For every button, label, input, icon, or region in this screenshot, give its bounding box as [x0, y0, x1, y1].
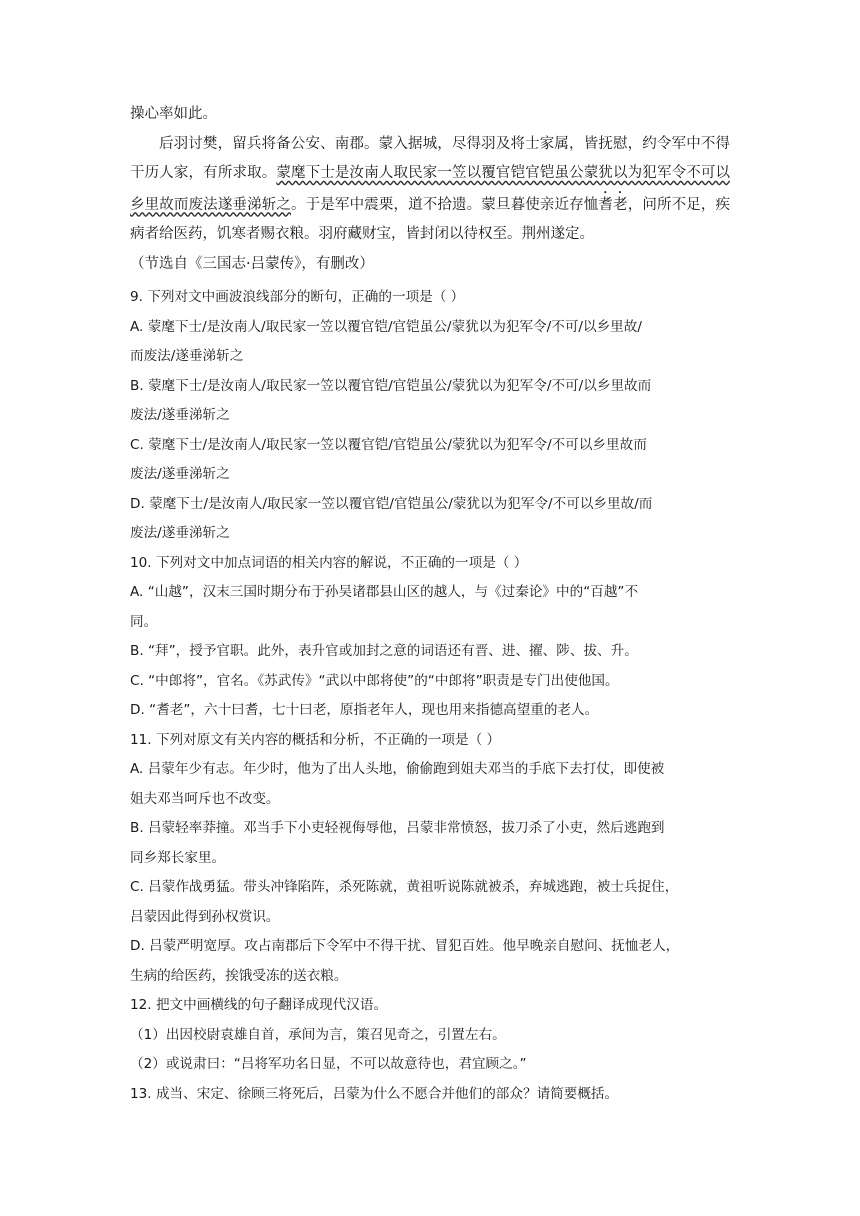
- dotted-word: 耆老: [598, 196, 628, 213]
- question-11-option-a-cont: 姐夫邓当呵斥也不改变。: [130, 790, 280, 807]
- question-12-sentence-1: （1）出因校尉袁雄自首，承间为言，策召见奇之，引置左右。: [130, 1026, 506, 1043]
- question-12-sentence-2: （2）或说肃曰：“吕将军功名日显，不可以故意待也，君宜顾之。”: [130, 1056, 527, 1072]
- question-9-option-b: B. 蒙麾下士/是汝南人/取民家一笠以覆官铠/官铠虽公/蒙犹以为犯军令/不可/以乡里故而: [130, 377, 652, 394]
- question-10-option-c: C. “中郎将”，官名。《苏武传》“武以中郎将使”的“中郎将”职责是专门出使他国。: [130, 672, 619, 689]
- question-11-option-d: D. 吕蒙严明宽厚。攻占南郡后下令军中不得干扰、冒犯百姓。他早晚亲自慰问、抚恤老人，: [130, 938, 680, 954]
- passage-text: 后羽讨樊，留兵将备公安、南郡。蒙入据城，尽得羽及将士家属，皆抚慰，约令军中不得干历人家，有所求取。: [130, 135, 730, 181]
- question-9-option-b-cont: 废法/遂垂涕斩之: [130, 407, 230, 423]
- passage-paragraph: [130, 130, 730, 250]
- passage-line: 操心率如此。: [130, 106, 217, 122]
- question-9-option-c-cont: 废法/遂垂涕斩之: [130, 466, 230, 482]
- question-9-option-d-cont: 废法/遂垂涕斩之: [130, 525, 230, 541]
- question-11-option-c-cont: 吕蒙因此得到孙权赏识。: [130, 908, 280, 925]
- question-11-option-c: C. 吕蒙作战勇猛。带头冲锋陷阵，杀死陈就，黄祖听说陈就被杀，弃城逃跑，被士兵捉住，: [130, 879, 679, 895]
- questions-section: [130, 283, 735, 1109]
- question-13-stem: 13. 成当、宋定、徐顾三将死后，吕蒙为什么不愿合并他们的部众？请简要概括。: [130, 1085, 619, 1102]
- question-10-option-a: A. “山越”，汉末三国时期分布于孙吴诸郡县山区的越人，与《过秦论》中的“百越”不: [130, 584, 639, 600]
- question-10-option-d: D. “耆老”，六十曰耆，七十曰老，原指老年人，现也用来指德高望重的老人。: [130, 702, 599, 718]
- classical-passage: [130, 100, 730, 279]
- question-10-stem: 10. 下列对文中加点词语的相关内容的解说，不正确的一项是（ ）: [130, 554, 528, 571]
- passage-text: 。于是军中震栗，道不拾遗。蒙旦暮使亲近存恤: [291, 196, 599, 213]
- passage-text: ，问所不足，疾病者给医药，饥寒者赐衣粮。羽府藏财宝，皆封闭以待权至。荆州遂定。: [130, 196, 731, 242]
- question-10-option-a-cont: 同。: [130, 613, 158, 630]
- question-11-option-b: B. 吕蒙轻率莽撞。邓当手下小吏轻视侮辱他，吕蒙非常愤怒，拔刀杀了小吏，然后逃跑到: [130, 820, 665, 836]
- question-11-option-d-cont: 生病的给医药，挨饿受冻的送衣粮。: [130, 967, 348, 984]
- wavy-underlined-sentence: 蒙麾下士是汝南人取民家一笠以覆官铠官铠虽公蒙犹以为犯军令不可以乡里故而废法遂垂涕斩之: [130, 165, 730, 213]
- question-9-option-d: D. 蒙麾下士/是汝南人/取民家一笠以覆官铠/官铠虽公/蒙犹以为犯军令/不可以乡里故/而: [130, 495, 653, 512]
- question-11-stem: 11. 下列对原文有关内容的概括和分析，不正确的一项是（ ）: [130, 731, 501, 748]
- question-11-option-a: A. 吕蒙年少有志。年少时，他为了出人头地，偷偷跑到姐夫邓当的手底下去打仗，即使被: [130, 761, 665, 777]
- passage-source: （节选自《三国志·吕蒙传》，有删改）: [130, 255, 374, 272]
- question-12-stem: 12. 把文中画横线的句子翻译成现代汉语。: [130, 997, 388, 1013]
- question-11-option-b-cont: 同乡郑长家里。: [130, 849, 226, 866]
- question-9-option-a: A. 蒙麾下士/是汝南人/取民家一笠以覆官铠/官铠虽公/蒙犹以为犯军令/不可/以乡里故/: [130, 318, 642, 335]
- question-9-option-c: C. 蒙麾下士/是汝南人/取民家一笠以覆官铠/官铠虽公/蒙犹以为犯军令/不可以乡里故而: [130, 436, 647, 453]
- question-9-option-a-cont: 而废法/遂垂涕斩之: [130, 348, 244, 364]
- question-9-stem: 9. 下列对文中画波浪线部分的断句，正确的一项是（ ）: [130, 289, 465, 305]
- question-10-option-b: B. “拜”，授予官职。此外，表升官或加封之意的词语还有晋、进、擢、陟、拔、升。: [130, 643, 638, 659]
